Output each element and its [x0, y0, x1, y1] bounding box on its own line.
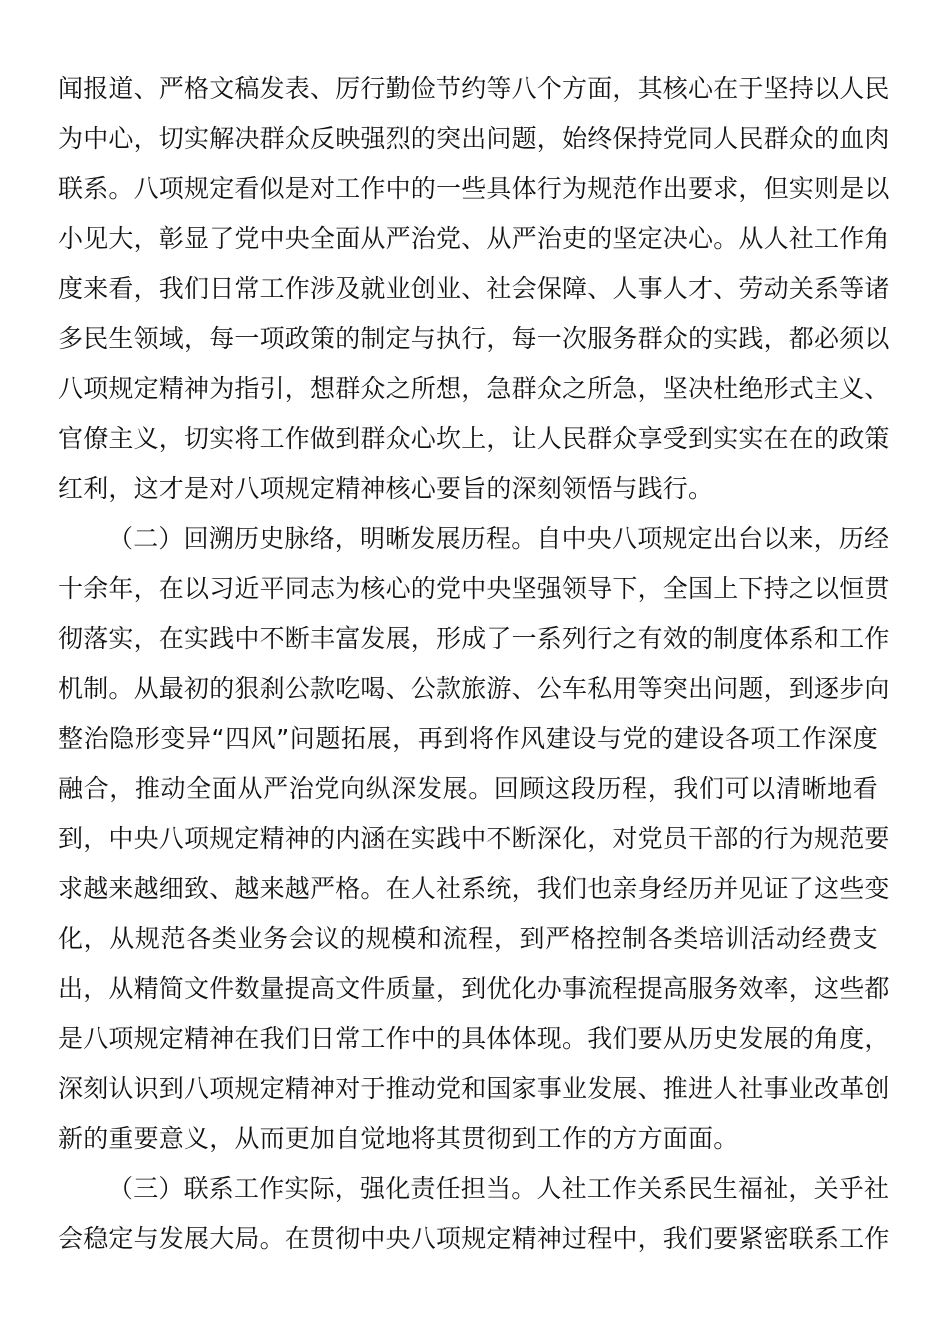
text-line: 新的重要意义，从而更加自觉地将其贯彻到工作的方方面面。: [58, 1124, 739, 1153]
text-line: 机制。从最初的狠刹公款吃喝、公款旅游、公车私用等突出问题，到逐步向: [58, 674, 890, 703]
text-line: 小见大，彰显了党中央全面从严治党、从严治吏的坚定决心。从人社工作角: [58, 224, 890, 253]
paragraph-2: [58, 514, 890, 1164]
text-line: 官僚主义，切实将工作做到群众心坎上，让人民群众享受到实实在在的政策: [58, 424, 890, 453]
text-line: 十余年，在以习近平同志为核心的党中央坚强领导下，全国上下持之以恒贯: [58, 574, 890, 603]
text-line: 八项规定精神为指引，想群众之所想，急群众之所急，坚决杜绝形式主义、: [58, 374, 890, 403]
text-line: （二）回溯历史脉络，明晰发展历程。自中央八项规定出台以来，历经: [108, 524, 890, 553]
text-line: 是八项规定精神在我们日常工作中的具体体现。我们要从历史发展的角度，: [58, 1024, 890, 1053]
text-line: 整治隐形变异“四风”问题拓展，再到将作风建设与党的建设各项工作深度: [58, 724, 878, 753]
text-line: 度来看，我们日常工作涉及就业创业、社会保障、人事人才、劳动关系等诸: [58, 274, 890, 303]
text-line: 闻报道、严格文稿发表、厉行勤俭节约等八个方面，其核心在于坚持以人民: [58, 74, 890, 103]
text-line: 到，中央八项规定精神的内涵在实践中不断深化，对党员干部的行为规范要: [58, 824, 890, 853]
text-line: （三）联系工作实际，强化责任担当。人社工作关系民生福祉，关乎社: [108, 1174, 890, 1203]
text-line: 多民生领域，每一项政策的制定与执行，每一次服务群众的实践，都必须以: [58, 324, 890, 353]
text-line: 出，从精简文件数量提高文件质量，到优化办事流程提高服务效率，这些都: [58, 974, 890, 1003]
document-body: [58, 64, 890, 1264]
paragraph-1: [58, 64, 890, 514]
text-line: 会稳定与发展大局。在贯彻中央八项规定精神过程中，我们要紧密联系工作: [58, 1224, 890, 1253]
text-line: 彻落实，在实践中不断丰富发展，形成了一系列行之有效的制度体系和工作: [58, 624, 890, 653]
text-line: 为中心，切实解决群众反映强烈的突出问题，始终保持党同人民群众的血肉: [58, 124, 890, 153]
text-line: 红利，这才是对八项规定精神核心要旨的深刻领悟与践行。: [58, 474, 714, 503]
text-line: 融合，推动全面从严治党向纵深发展。回顾这段历程，我们可以清晰地看: [58, 774, 878, 803]
text-line: 联系。八项规定看似是对工作中的一些具体行为规范作出要求，但实则是以: [58, 174, 890, 203]
text-line: 化，从规范各类业务会议的规模和流程，到严格控制各类培训活动经费支: [58, 924, 878, 953]
paragraph-3: [58, 1164, 890, 1264]
text-line: 求越来越细致、越来越严格。在人社系统，我们也亲身经历并见证了这些变: [58, 874, 890, 903]
text-line: 深刻认识到八项规定精神对于推动党和国家事业发展、推进人社事业改革创: [58, 1074, 890, 1103]
